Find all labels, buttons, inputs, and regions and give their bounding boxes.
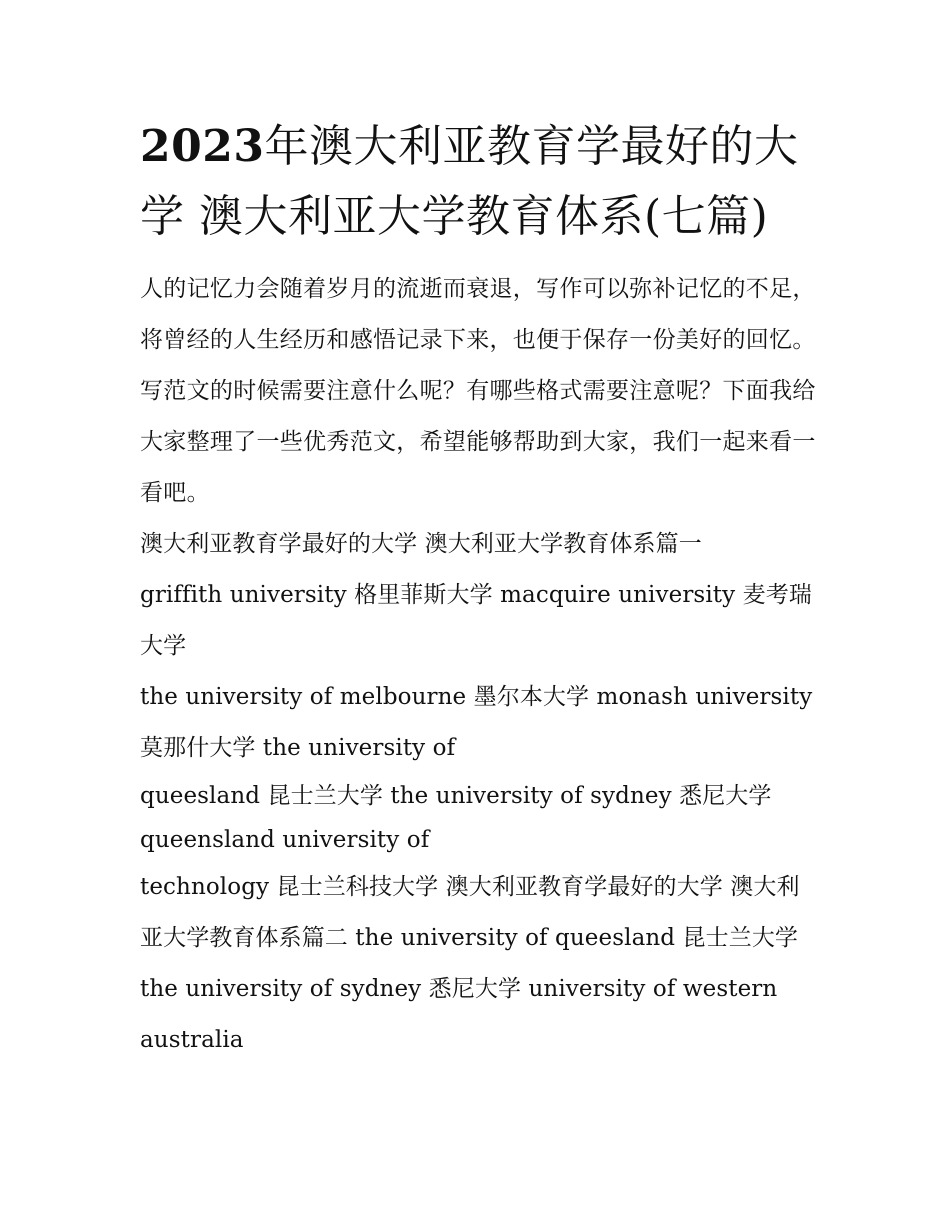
document-page (140, 112, 820, 1066)
title-year: 2023 (140, 121, 265, 172)
document-title (140, 112, 820, 252)
university-list-line-1: griffith university 格里菲斯大学 macquire university 麦考瑞大学 (140, 582, 812, 659)
university-list-line-2: the university of melbourne 墨尔本大学 monash university 莫那什大学 the university of (140, 684, 813, 761)
section-heading-1: 澳大利亚教育学最好的大学 澳大利亚大学教育体系篇一 (140, 531, 702, 557)
university-list-line-5: technology 昆士兰科技大学 澳大利亚教育学最好的大学 澳大利亚大学教育体系篇二 the university of queesland 昆士兰大学 the university of sydney 悉尼大学 university of western australia (140, 874, 800, 1053)
university-list-line-3: queesland 昆士兰大学 the university of sydney 悉尼大学 (140, 783, 772, 809)
title-text: 年澳大利亚教育学最好的大学 澳大利亚大学教育体系(七篇) (140, 121, 799, 242)
university-list-line-4: queensland university of (140, 827, 430, 853)
intro-paragraph: 人的记忆力会随着岁月的流逝而衰退，写作可以弥补记忆的不足，将曾经的人生经历和感悟记录下来，也便于保存一份美好的回忆。写范文的时候需要注意什么呢？有哪些格式需要注意呢？下面我给大家整理了一些优秀范文，希望能够帮助到大家，我们一起来看一看吧。 (140, 276, 816, 506)
